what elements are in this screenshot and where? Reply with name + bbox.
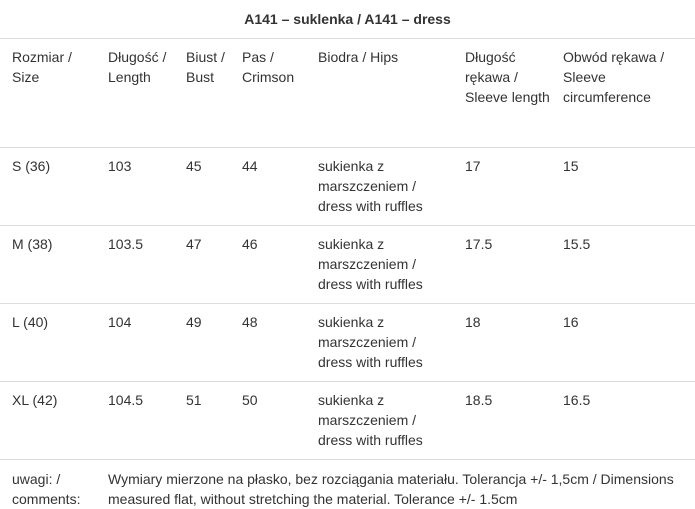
- column-header-bust: Biust / Bust: [174, 39, 230, 148]
- cell-hips: sukienka z marszczeniem / dress with ruffles: [306, 382, 453, 460]
- column-header-waist: Pas / Crimson: [230, 39, 306, 148]
- cell-sleeve-circumference: 16: [551, 304, 695, 382]
- cell-length: 104: [96, 304, 174, 382]
- cell-bust: 49: [174, 304, 230, 382]
- column-header-hips: Biodra / Hips: [306, 39, 453, 148]
- cell-length: 104.5: [96, 382, 174, 460]
- column-header-size: Rozmiar / Size: [0, 39, 96, 148]
- cell-hips: sukienka z marszczeniem / dress with ruffles: [306, 226, 453, 304]
- cell-hips: sukienka z marszczeniem / dress with ruffles: [306, 148, 453, 226]
- cell-sleeve-length: 17.5: [453, 226, 551, 304]
- cell-bust: 51: [174, 382, 230, 460]
- cell-size: XL (42): [0, 382, 96, 460]
- column-header-length: Długość / Length: [96, 39, 174, 148]
- cell-sleeve-circumference: 15.5: [551, 226, 695, 304]
- cell-waist: 44: [230, 148, 306, 226]
- cell-bust: 45: [174, 148, 230, 226]
- notes-text: Wymiary mierzone na płasko, bez rozciągania materiału. Tolerancja +/- 1,5cm / Dimensions measured flat, without stretching the material. Tolerance +/- 1.5cm: [96, 460, 695, 509]
- table-row: [0, 382, 695, 460]
- cell-sleeve-length: 18: [453, 304, 551, 382]
- cell-waist: 48: [230, 304, 306, 382]
- header-row: [0, 39, 695, 148]
- cell-length: 103: [96, 148, 174, 226]
- cell-size: M (38): [0, 226, 96, 304]
- table-title: A141 – suklenka / A141 – dress: [0, 0, 695, 39]
- notes-label: uwagi: / comments:: [0, 460, 96, 509]
- cell-bust: 47: [174, 226, 230, 304]
- table-row: [0, 304, 695, 382]
- table-row: [0, 148, 695, 226]
- cell-waist: 50: [230, 382, 306, 460]
- cell-length: 103.5: [96, 226, 174, 304]
- cell-sleeve-length: 17: [453, 148, 551, 226]
- cell-sleeve-circumference: 16.5: [551, 382, 695, 460]
- cell-sleeve-circumference: 15: [551, 148, 695, 226]
- cell-hips: sukienka z marszczeniem / dress with ruffles: [306, 304, 453, 382]
- notes-row: [0, 460, 695, 509]
- cell-size: L (40): [0, 304, 96, 382]
- table-row: [0, 226, 695, 304]
- column-header-sleeve-length: Długość rękawa / Sleeve length: [453, 39, 551, 148]
- cell-size: S (36): [0, 148, 96, 226]
- column-header-sleeve-circumference: Obwód rękawa / Sleeve circumference: [551, 39, 695, 148]
- title-row: [0, 0, 695, 39]
- cell-sleeve-length: 18.5: [453, 382, 551, 460]
- cell-waist: 46: [230, 226, 306, 304]
